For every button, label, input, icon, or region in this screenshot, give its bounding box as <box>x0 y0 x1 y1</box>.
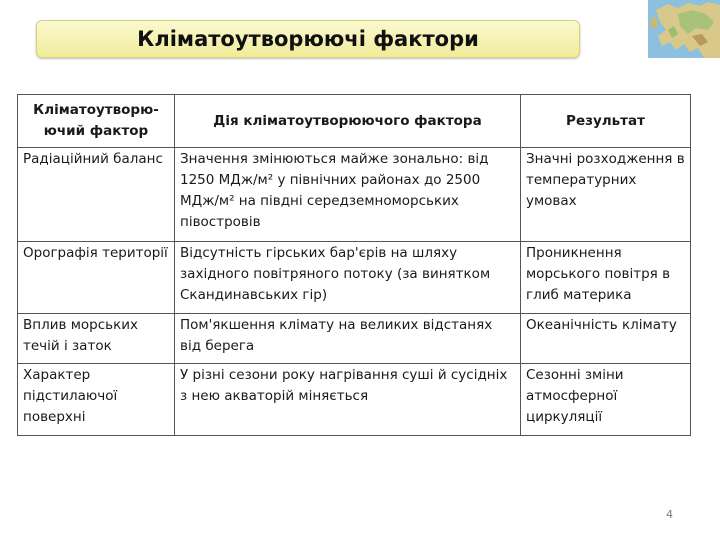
cell-result: Сезонні зміни атмосферної циркуляції <box>521 364 691 436</box>
cell-result: Проникнення морського повітря в глиб материка <box>521 242 691 314</box>
cell-action: Відсутність гірських бар'єрів на шляху західного повітряного потоку (за винятком Скандинавських гір) <box>175 242 521 314</box>
header-factor: Кліматоутворю-ючий фактор <box>18 95 175 148</box>
table-header-row <box>18 95 691 148</box>
header-result: Результат <box>521 95 691 148</box>
cell-factor: Вплив морських течій і заток <box>18 314 175 364</box>
cell-action: У різні сезони року нагрівання суші й сусідніх з нею акваторій міняється <box>175 364 521 436</box>
table-row <box>18 314 691 364</box>
slide-title <box>36 20 580 58</box>
cell-result: Значні розходження в температурних умовах <box>521 148 691 242</box>
slide-title-text: Кліматоутворюючі фактори <box>137 27 479 51</box>
climate-factors-table <box>17 94 691 436</box>
europe-map-thumbnail <box>648 0 720 58</box>
cell-action: Пом'якшення клімату на великих відстанях від берега <box>175 314 521 364</box>
table-row <box>18 242 691 314</box>
cell-factor: Характер підстилаючої поверхні <box>18 364 175 436</box>
cell-factor: Орографія території <box>18 242 175 314</box>
cell-factor: Радіаційний баланс <box>18 148 175 242</box>
table-row <box>18 148 691 242</box>
page-number: 4 <box>666 508 673 521</box>
header-action: Дія кліматоутворюючого фактора <box>175 95 521 148</box>
cell-action: Значення змінюються майже зонально: від 1250 МДж/м² у північних районах до 2500 МДж/м² на півдні середземноморських півостровів <box>175 148 521 242</box>
table-row <box>18 364 691 436</box>
cell-result: Океанічність клімату <box>521 314 691 364</box>
